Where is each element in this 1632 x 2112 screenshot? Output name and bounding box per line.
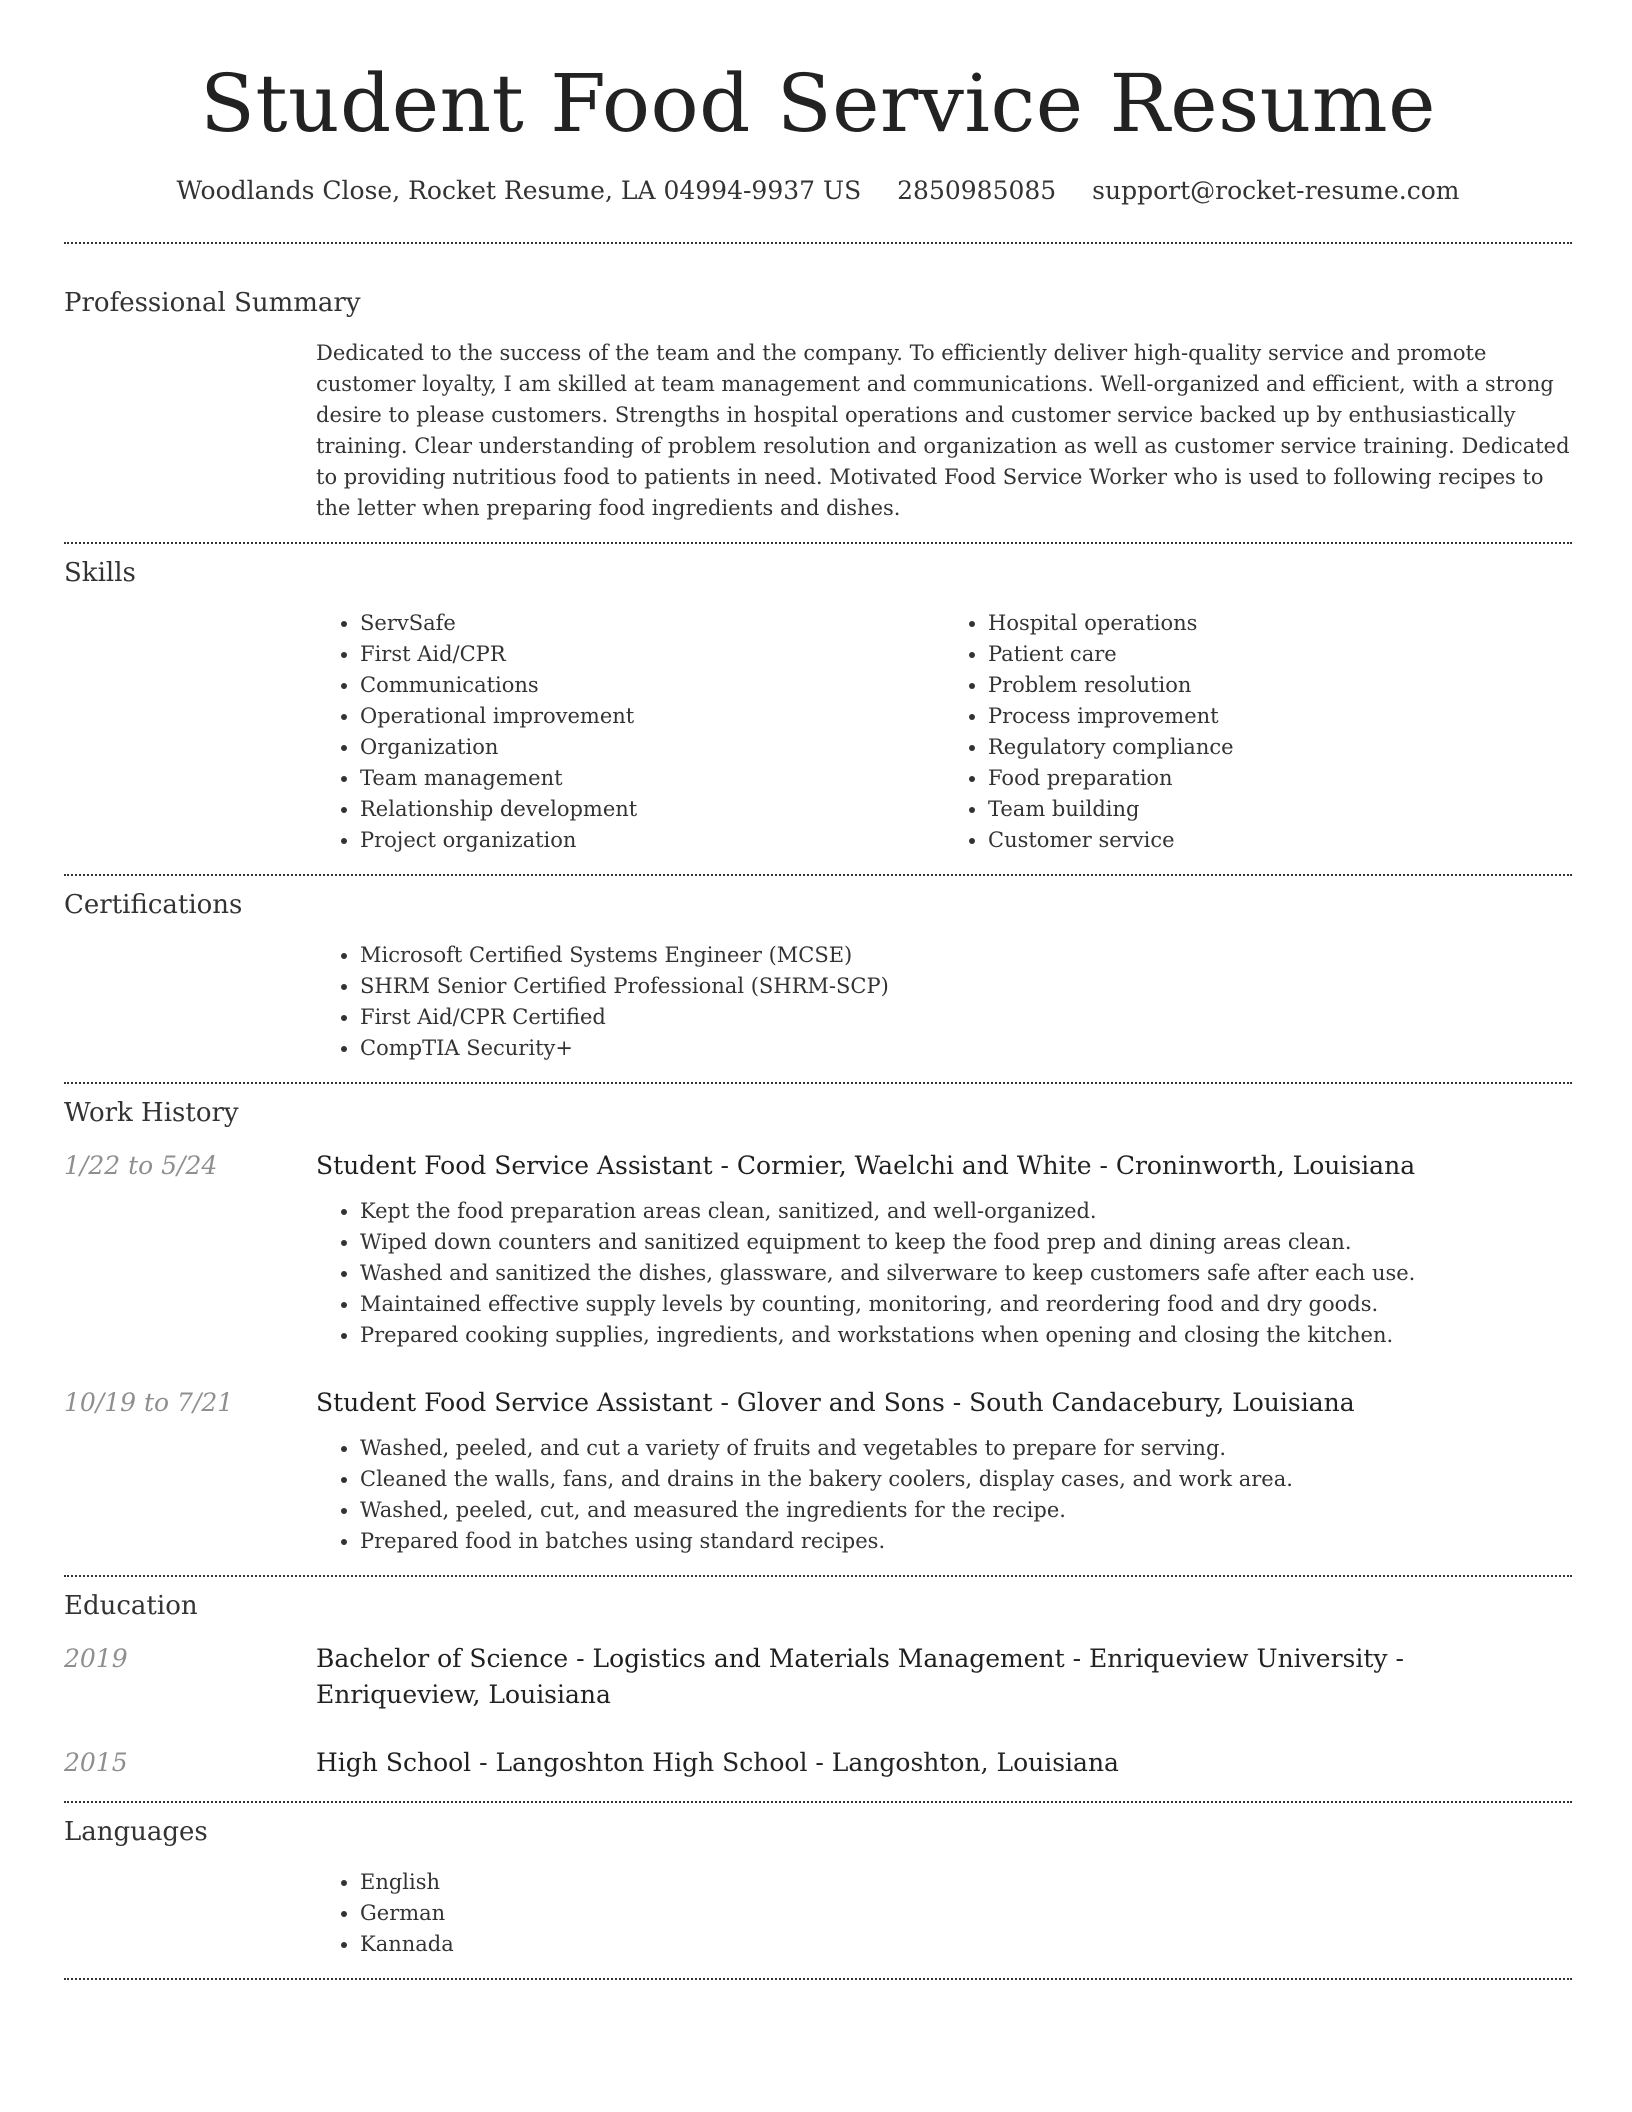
skill-item: • Problem resolution — [988, 670, 1572, 701]
resume-page — [64, 0, 1572, 1980]
job-dates: 10/19 to 7/21 — [64, 1388, 234, 1417]
section-title-languages: Languages — [64, 1817, 208, 1847]
job-duty-item: • Maintained effective supply levels by counting, monitoring, and reordering food and dry goods. — [360, 1289, 1572, 1320]
contact-phone: 2850985085 — [897, 176, 1057, 205]
skills-list-left — [316, 608, 944, 856]
education-degree: Bachelor of Science - Logistics and Materials Management — [316, 1644, 1065, 1673]
job-heading — [316, 1385, 1572, 1421]
job-duty-item: • Washed, peeled, and cut a variety of fruits and vegetables to prepare for serving. — [360, 1433, 1572, 1464]
skill-item: • Team building — [988, 794, 1572, 825]
skills-section — [64, 556, 1572, 856]
job-heading — [316, 1148, 1572, 1184]
education-section — [64, 1589, 1572, 1781]
education-school-location: - Enriqueview University - Enriqueview, Louisiana — [316, 1644, 1404, 1709]
skill-item: • Process improvement — [988, 701, 1572, 732]
skill-item: • Communications — [360, 670, 944, 701]
languages-list — [316, 1867, 1572, 1960]
education-heading — [316, 1745, 1572, 1781]
contact-email: support@rocket-resume.com — [1092, 176, 1460, 205]
certifications-list — [316, 940, 1572, 1064]
summary-text: Dedicated to the success of the team and the company. To efficiently deliver high-quality service and promote customer loyalty, I am skilled at team management and communications. Well-organized and efficient, with a strong desire to please customers. Strengths in hospital operations and customer service backed up by enthusiastically training. Clear understanding of problem resolution and organization as well as customer service training. Dedicated to providing nutritious food to patients in need. Motivated Food Service Worker who is used to following recipes to the letter when preparing food ingredients and dishes. — [316, 341, 1570, 520]
resume-title: Student Food Service Resume — [200, 57, 1436, 150]
section-divider — [64, 242, 1572, 244]
work-history-section — [64, 1096, 1572, 1557]
certification-item: • SHRM Senior Certified Professional (SHRM-SCP) — [360, 971, 1572, 1002]
education-heading — [316, 1641, 1572, 1713]
skills-list-right — [944, 608, 1572, 856]
skill-item: • Patient care — [988, 639, 1572, 670]
section-divider — [64, 1801, 1572, 1803]
skill-item: • Customer service — [988, 825, 1572, 856]
job-duty-item: • Prepared food in batches using standard recipes. — [360, 1526, 1572, 1557]
certification-item: • First Aid/CPR Certified — [360, 1002, 1572, 1033]
section-title-work-history: Work History — [64, 1098, 239, 1128]
job-duty-item: • Prepared cooking supplies, ingredients, and workstations when opening and closing the kitchen. — [360, 1320, 1572, 1351]
education-degree: High School — [316, 1748, 472, 1777]
skill-item: • Team management — [360, 763, 944, 794]
job-duty-item: • Washed and sanitized the dishes, glassware, and silverware to keep customers safe after each use. — [360, 1258, 1572, 1289]
section-title-education: Education — [64, 1591, 198, 1621]
education-entry — [64, 1745, 1572, 1781]
skill-item: • ServSafe — [360, 608, 944, 639]
section-divider — [64, 542, 1572, 544]
certifications-section — [64, 888, 1572, 1064]
section-title-summary: Professional Summary — [64, 288, 361, 318]
certification-item: • Microsoft Certified Systems Engineer (MCSE) — [360, 940, 1572, 971]
skill-item: • First Aid/CPR — [360, 639, 944, 670]
language-item: • German — [360, 1898, 1572, 1929]
contact-line — [64, 174, 1572, 208]
job-duty-item: • Washed, peeled, cut, and measured the ingredients for the recipe. — [360, 1495, 1572, 1526]
job-duty-item: • Cleaned the walls, fans, and drains in the bakery coolers, display cases, and work area. — [360, 1464, 1572, 1495]
professional-summary-section — [64, 286, 1572, 524]
language-item: • Kannada — [360, 1929, 1572, 1960]
skill-item: • Project organization — [360, 825, 944, 856]
languages-section — [64, 1815, 1572, 1960]
language-item: • English — [360, 1867, 1572, 1898]
education-year: 2019 — [64, 1644, 128, 1673]
section-title-certifications: Certifications — [64, 890, 243, 920]
contact-address: Woodlands Close, Rocket Resume, LA 04994-9937 US — [176, 176, 862, 205]
job-role: Student Food Service Assistant — [316, 1151, 713, 1180]
job-duties-list — [316, 1196, 1572, 1351]
education-entry — [64, 1641, 1572, 1713]
job-duty-item: • Wiped down counters and sanitized equipment to keep the food prep and dining areas clean. — [360, 1227, 1572, 1258]
section-divider — [64, 1082, 1572, 1084]
certification-item: • CompTIA Security+ — [360, 1033, 1572, 1064]
section-title-skills: Skills — [64, 558, 136, 588]
job-role: Student Food Service Assistant — [316, 1388, 713, 1417]
skill-item: • Organization — [360, 732, 944, 763]
job-dates: 1/22 to 5/24 — [64, 1151, 218, 1180]
education-year: 2015 — [64, 1748, 128, 1777]
job-entry — [64, 1385, 1572, 1421]
job-employer-location: - Glover and Sons - South Candacebury, Louisiana — [712, 1388, 1355, 1417]
skill-item: • Regulatory compliance — [988, 732, 1572, 763]
education-school-location: - Langoshton High School - Langoshton, Louisiana — [471, 1748, 1119, 1777]
section-divider — [64, 1978, 1572, 1980]
job-duties-list — [316, 1433, 1572, 1557]
section-divider — [64, 1575, 1572, 1577]
job-employer-location: - Cormier, Waelchi and White - Croninworth, Louisiana — [712, 1151, 1416, 1180]
skill-item: • Hospital operations — [988, 608, 1572, 639]
section-divider — [64, 874, 1572, 876]
job-entry — [64, 1148, 1572, 1184]
job-duty-item: • Kept the food preparation areas clean, sanitized, and well-organized. — [360, 1196, 1572, 1227]
skill-item: • Relationship development — [360, 794, 944, 825]
skill-item: • Operational improvement — [360, 701, 944, 732]
skill-item: • Food preparation — [988, 763, 1572, 794]
